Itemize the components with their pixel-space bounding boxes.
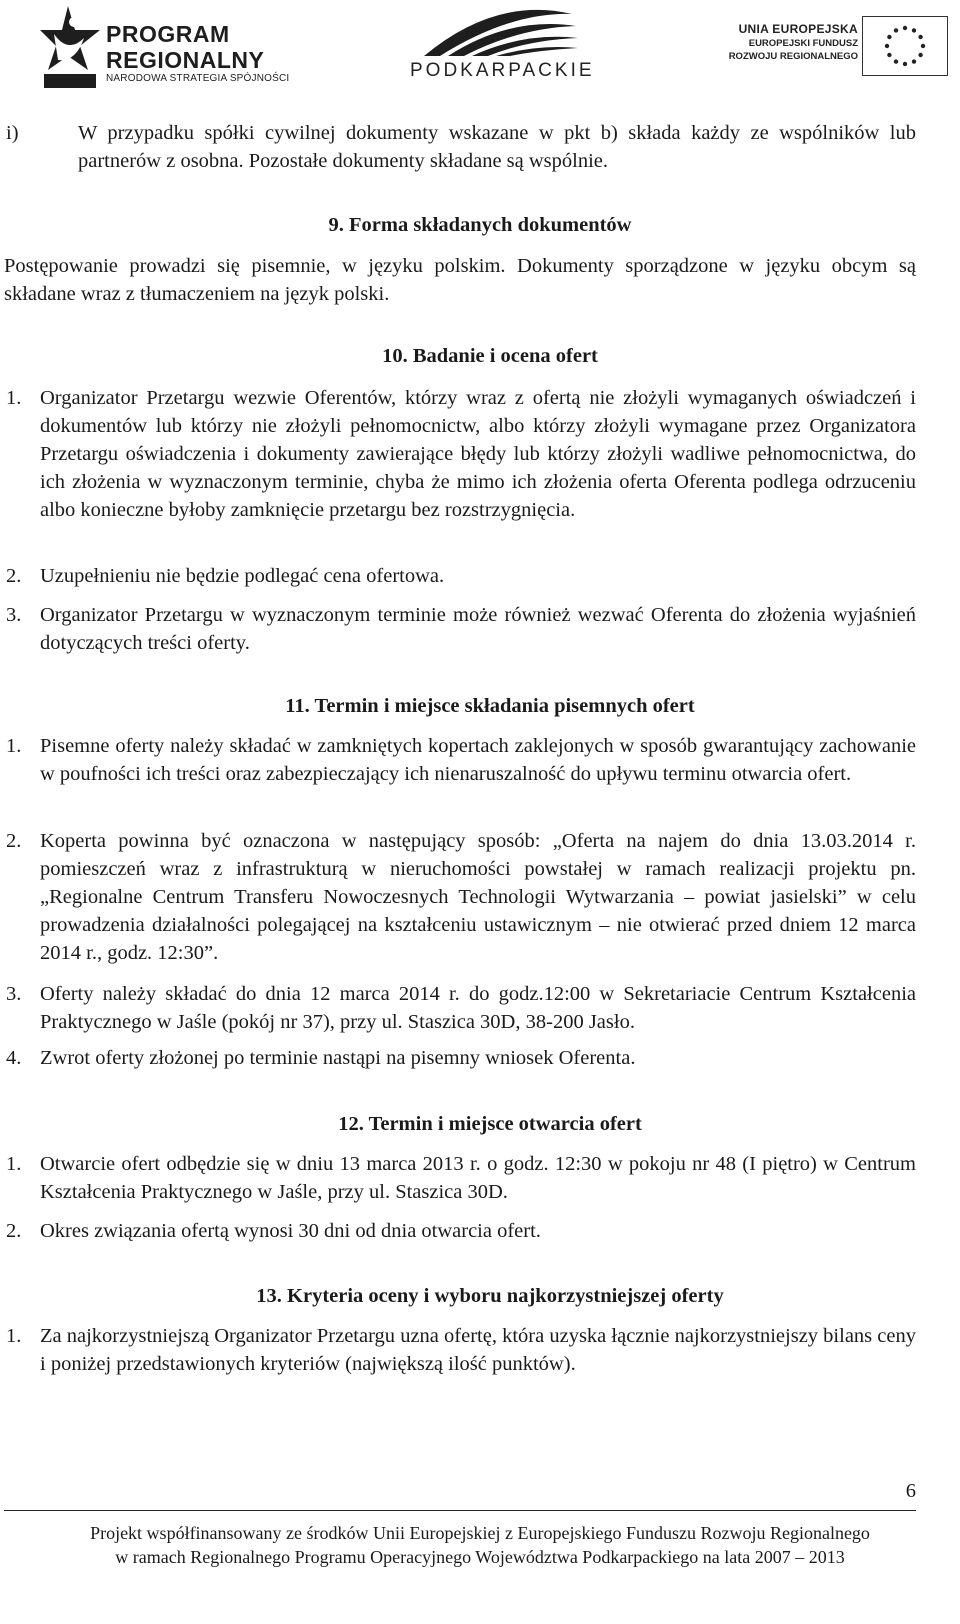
program-star-emblem-icon: [40, 4, 104, 90]
section-11-item-4-number: 4.: [6, 1047, 22, 1069]
intro-marker: i): [6, 122, 19, 144]
page-number: 6: [905, 1480, 916, 1502]
podkarpackie-logo: [400, 6, 596, 82]
section-10-item-1-number: 1.: [6, 387, 22, 409]
section-10-heading: 10. Badanie i ocena ofert: [382, 345, 598, 367]
program-logo-line3: NARODOWA STRATEGIA SPÓJNOŚCI: [106, 73, 290, 84]
eu-logo-line2: EUROPEJSKI FUNDUSZ: [748, 38, 858, 49]
section-11-item-1-number: 1.: [6, 735, 22, 757]
program-logo-line2: REGIONALNY: [106, 47, 265, 73]
footer-line-2: w ramach Regionalnego Programu Operacyjnego Województwa Podkarpackiego na lata 2007 – 2013: [115, 1547, 845, 1567]
section-13-item-1-text: Za najkorzystniejszą Organizator Przetargu uzna ofertę, która uzyska łącznie najkorzystniejszy bilans ceny i poniżej przedstawionych kryteriów (największą ilość punktów).: [40, 1325, 916, 1375]
section-10-item-3-text: Organizator Przetargu w wyznaczonym terminie może również wezwać Oferenta do złożenia wyjaśnień dotyczących treści oferty.: [40, 604, 916, 654]
eu-logo: [728, 16, 950, 78]
section-12-item-1-number: 1.: [6, 1153, 22, 1175]
footer-divider: [4, 1510, 916, 1511]
intro-paragraph: W przypadku spółki cywilnej dokumenty wskazane w pkt b) składa każdy ze wspólników lub partnerów z osobna. Pozostałe dokumenty składane są wspólnie.: [78, 122, 916, 172]
section-13-heading: 13. Kryteria oceny i wyboru najkorzystniejszej oferty: [256, 1285, 724, 1307]
section-11-item-2-number: 2.: [6, 830, 22, 852]
section-11-item-3-text: Oferty należy składać do dnia 12 marca 2014 r. do godz.12:00 w Sekretariacie Centrum Kształcenia Praktycznego w Jaśle (pokój nr 37), przy ul. Staszica 30D, 38-200 Jasło.: [40, 983, 916, 1033]
section-11-item-4-text: Zwrot oferty złożonej po terminie nastąpi na pisemny wniosek Oferenta.: [40, 1047, 636, 1069]
podkarpackie-logo-text: PODKARPACKIE: [410, 60, 595, 81]
eu-logo-line3: ROZWOJU REGIONALNEGO: [728, 51, 858, 62]
section-9-heading: 9. Forma składanych dokumentów: [328, 214, 632, 236]
section-10-item-2-number: 2.: [6, 565, 22, 587]
section-9-paragraph: Postępowanie prowadzi się pisemnie, w języku polskim. Dokumenty sporządzone w języku obcym są składane wraz z tłumaczeniem na język polski.: [4, 255, 916, 305]
section-12-item-2-text: Okres związania ofertą wynosi 30 dni od dnia otwarcia ofert.: [40, 1220, 541, 1242]
podkarpackie-sweep-icon: [400, 6, 596, 62]
footer-line-1: Projekt współfinansowany ze środków Unii Europejskiej z Europejskiego Funduszu Rozwoju Regionalnego: [90, 1523, 870, 1543]
section-12-heading: 12. Termin i miejsce otwarcia ofert: [338, 1113, 642, 1135]
section-11-item-2-text: Koperta powinna być oznaczona w następujący sposób: „Oferta na najem do dnia 13.03.2014 r. pomieszczeń wraz z infrastrukturą w nieruchomości powstałej w ramach realizacji projektu pn. „Regionalne Centrum Transferu Nowoczesnych Technologii Wytwarzania – powiat jasielski” w celu prowadzenia działalności polegającej na kształceniu ustawicznym – nie otwierać przed dniem 12 marca 2014 r., godz. 12:30”.: [40, 830, 916, 964]
section-11-heading: 11. Termin i miejsce składania pisemnych ofert: [285, 695, 695, 717]
section-10-item-1-text: Organizator Przetargu wezwie Oferentów, którzy wraz z ofertą nie złożyli wymaganych oświadczeń i dokumentów lub którzy nie złożyli pełnomocnictw, albo którzy złożyli wymagane przez Organizatora Przetargu oświadczenia i dokumenty zawierające błędy lub którzy złożyli wadliwe pełnomocnictwa, do ich złożenia w wyznaczonym terminie, chyba że mimo ich złożenia oferta Oferenta podlega odrzuceniu albo konieczne byłoby zamknięcie przetargu bez rozstrzygnięcia.: [40, 387, 916, 521]
program-regionalny-logo: [40, 4, 302, 90]
section-12-item-1-text: Otwarcie ofert odbędzie się w dniu 13 marca 2013 r. o godz. 12:30 w pokoju nr 48 (I piętro) w Centrum Kształcenia Praktycznego w Jaśle, przy ul. Staszica 30D.: [40, 1153, 916, 1203]
section-10-item-3-number: 3.: [6, 604, 22, 626]
section-11-item-3-number: 3.: [6, 983, 22, 1005]
section-12-item-2-number: 2.: [6, 1220, 22, 1242]
program-logo-line1: PROGRAM: [106, 21, 230, 47]
eu-flag-icon: [862, 16, 948, 76]
section-13-item-1-number: 1.: [6, 1325, 22, 1347]
section-10-item-2-text: Uzupełnieniu nie będzie podlegać cena ofertowa.: [40, 565, 445, 587]
section-11-item-1-text: Pisemne oferty należy składać w zamkniętych kopertach zaklejonych w sposób gwarantujący zachowanie w poufności ich treści oraz zabezpieczający ich nienaruszalność do upływu terminu otwarcia ofert.: [40, 735, 916, 785]
eu-logo-line1: UNIA EUROPEJSKA: [738, 22, 858, 36]
